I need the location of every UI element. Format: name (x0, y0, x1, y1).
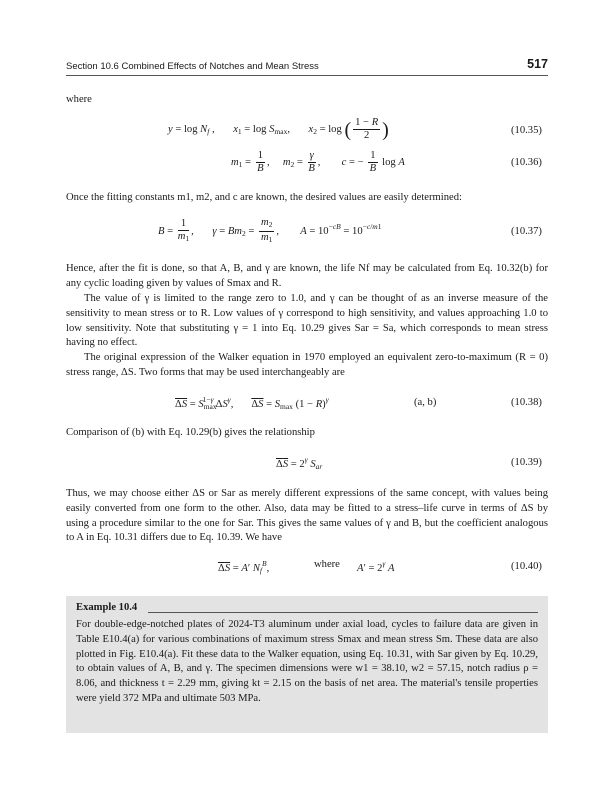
paragraph: Hence, after the fit is done, so that A, B, and γ are known, the life Nf may be calculated from Eq. 10.32(b) for any cyclic loading given by values of Smax and R. (66, 263, 548, 289)
example-box (66, 596, 548, 733)
paragraph: Once the fitting constants m1, m2, and c are known, the desired values are easily determined: (66, 192, 462, 203)
equation-10-38: $\Delta S = S_{max}^{1-\gamma}$ $\Delta S^\gamma$, $\Delta S = S_{max}$ $(1 - R)^\gamma$ (175, 395, 329, 411)
equation-label: (a, b) (414, 397, 437, 408)
equation-number: (10.39) (511, 457, 542, 468)
example-rule (148, 612, 538, 613)
where-label: where (314, 559, 340, 570)
equation-10-40-where: $A' = 2^\gamma$ A (357, 559, 395, 574)
equation-number: (10.35) (511, 125, 542, 136)
where-label: where (66, 94, 92, 105)
paragraph: The value of γ is limited to the range zero to 1.0, and γ can be thought of as an inverse measure of the sensitivity to mean stress or to R. Low values of γ correspond to high sensitivity, and values approaching 1.0 to low sensitivity. Note that substituting γ = 1 into Eq. 10.29 gives Sar = Sa, which corresponds to mean stress having no effect. (66, 293, 548, 349)
page-header (66, 57, 548, 76)
example-body: For double-edge-notched plates of 2024-T3 aluminum under axial load, cycles to failure data are given in Table E10.4(a) for various combinations of maximum stress Smax and mean stress Sm. These data are also plotted in Fig. E10.4(a). Fit these data to the Walker equation, using Eq. 10.31, with Sar given by Eq. 10.29, to obtain values of A, B, and γ. The specimen dimensions were w1 = 38.10, w2 = 57.15, notch radius ρ = 8.06, and thickness t = 2.29 mm, giving kt = 2.15 on the basis of net area. The material's tensile properties were yield 372 MPa and ultimate 503 MPa. (76, 619, 538, 704)
equation-10-40: ΔS = A′ $N_f^B$, (218, 559, 296, 575)
paragraph: Thus, we may choose either ΔS or Sar as merely different expressions of the same concept, with values being easily converted from one form to the other. Also, data may be fitted to a stress–life curve in terms of ΔS by using a procedure similar to the one for Sar. This gives the same values of γ and B, but the coefficient analogous to A in Eq. 10.31 differs due to Eq. 10.39. We have (66, 488, 548, 544)
equation-10-36: $m_1$ = $\frac{1}{B}$ , $m_2$ = $\frac{\gamma}{B}$ , c = − $\frac{1}{B}$ log A (231, 150, 405, 174)
example-title: Example 10.4 (76, 602, 138, 613)
equation-number: (10.37) (511, 226, 542, 237)
equation-number: (10.40) (511, 561, 542, 572)
paragraph: The original expression of the Walker equation in 1970 employed an equivalent zero-to-maximum (R = 0) stress range, ΔS. Two forms that may be used interchangeably are (66, 352, 548, 378)
equation-10-35: $y = \log N_f$ , $x_1 = \log S_{max}$, $x_2 = \log$ ( $\frac{1 - R}{2}$ ) (168, 117, 389, 141)
page-number: 517 (527, 57, 548, 71)
paragraph: Comparison of (b) with Eq. 10.29(b) gives the relationship (66, 427, 315, 438)
equation-number: (10.38) (511, 397, 542, 408)
equation-10-37: B = $\frac{1}{m_1}$ , $\gamma = Bm_2$ = $\frac{m_2}{m_1}$ , $A = 10^{-cB} = 10^{-c/m1}$ (158, 217, 382, 244)
equation-number: (10.36) (511, 157, 542, 168)
section-title: Section 10.6 Combined Effects of Notches and Mean Stress (66, 61, 319, 72)
equation-10-39: $\Delta S = 2^\gamma$ $S_{ar}$ (276, 455, 323, 471)
